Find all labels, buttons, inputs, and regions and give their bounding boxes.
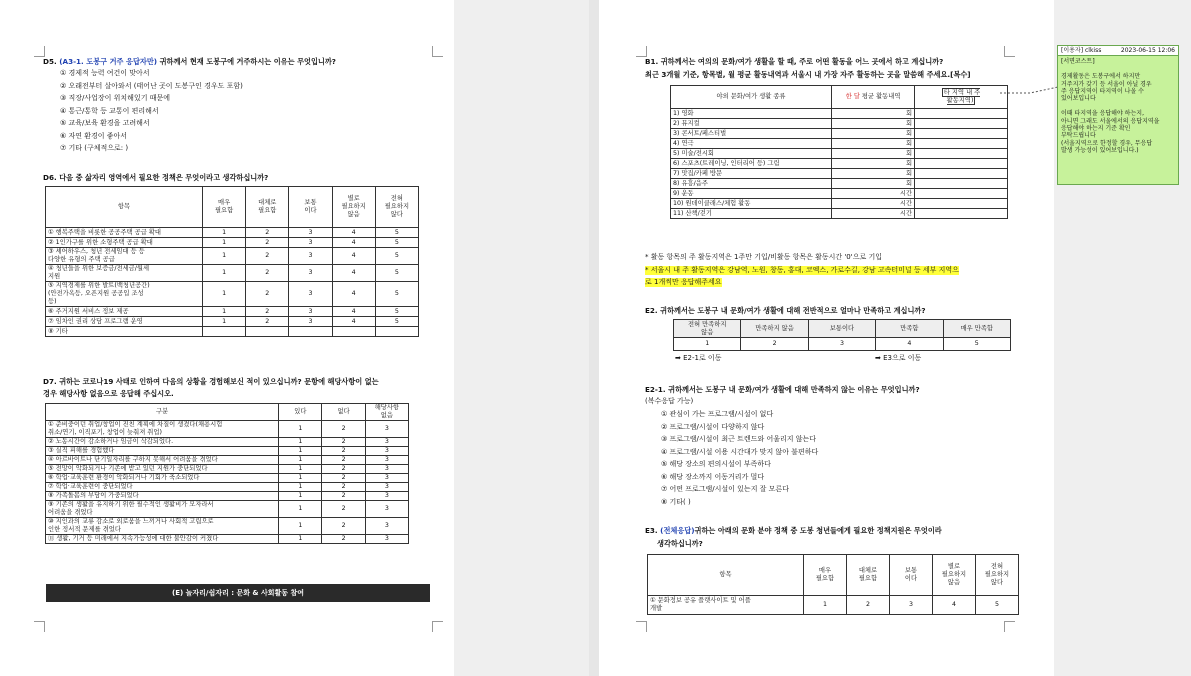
- option-item: ⑧ 기타( ): [661, 497, 691, 506]
- option-item: ④ 통근/통학 등 교통이 편리해서: [60, 106, 159, 115]
- table-cell[interactable]: 2: [322, 465, 365, 474]
- table-cell[interactable]: 1: [279, 483, 322, 492]
- table-row: [671, 149, 1008, 159]
- review-comment[interactable]: [1057, 45, 1179, 185]
- table-header-cell: 한 달 평균 활동내역: [832, 86, 915, 109]
- table-cell[interactable]: [915, 169, 1008, 179]
- option-item: ⑥ 해당 장소까지 이동거리가 멀다: [661, 472, 765, 481]
- table-header-row: [46, 187, 419, 228]
- table-cell[interactable]: 3: [289, 248, 332, 265]
- table-row: [46, 282, 419, 307]
- table-cell: 7) 맛집/카페 방문: [671, 169, 832, 179]
- table-cell[interactable]: 2: [246, 317, 289, 327]
- table-row: [674, 338, 1011, 351]
- table-row: [671, 129, 1008, 139]
- option-item: ⑤ 해당 장소의 편의시설이 부족하다: [661, 460, 771, 468]
- question-b1-title-line2: 최근 3개월 기준, 항목별, 월 평균 활동내역과 서울시 내 가장 자주 활동하는 곳을 말씀해 주세요.[복수]: [645, 70, 971, 79]
- table-cell: ⑥ 학업·교육훈련 환경이 악화되거나 기회가 축소되었다: [46, 474, 279, 483]
- table-cell[interactable]: 3: [365, 438, 408, 447]
- table-cell: 1) 영화: [671, 109, 832, 119]
- question-d5-options: [60, 69, 243, 157]
- table-cell[interactable]: 회: [832, 109, 915, 119]
- table-cell[interactable]: 3: [365, 456, 408, 465]
- table-row: [46, 248, 419, 265]
- question-b1-title-line1: B1. 귀하께서는 여의의 문화/여가 생활을 할 때, 주로 어떤 활동을 어느 곳에서 하고 계십니까?: [645, 57, 944, 66]
- table-cell[interactable]: 2: [322, 438, 365, 447]
- table-row: [46, 265, 419, 282]
- table-cell[interactable]: 회: [832, 179, 915, 189]
- table-cell[interactable]: 3: [365, 474, 408, 483]
- table-header-cell: 별로 필요하지 않음: [932, 555, 975, 596]
- table-cell: ⑥ 주거지원 서비스 정보 제공: [46, 307, 203, 317]
- question-e3-title: E3. (전체응답)귀하는 아래의 문화 분야 정책 중 도봉 청년들에게 필요한 정책지원은 무엇이라: [645, 526, 942, 535]
- table-cell[interactable]: 3: [365, 518, 408, 535]
- table-header-cell: 야외 문화/여가 생활 종류: [671, 86, 832, 109]
- table-header-cell: 별로 필요하지 않음: [332, 187, 375, 228]
- question-d7-title-line1: D7. 귀하는 코로나19 사태로 인하여 다음의 상황을 경험해보신 적이 있으십니까? 문항에 해당사항이 없는: [43, 377, 379, 386]
- question-d5-title: D5. (A3-1. 도봉구 거주 응답자만) 귀하께서 현재 도봉구에 거주하시는 이유는 무엇입니까?: [43, 57, 336, 66]
- table-cell: 4) 연극: [671, 139, 832, 149]
- table-cell: ⑤ 전망이 악화되거나 기존에 받고 있던 지원가 중단되었다: [46, 465, 279, 474]
- question-e3-title-line2: 생각하십니까?: [657, 539, 703, 548]
- table-cell[interactable]: 2: [322, 483, 365, 492]
- table-cell[interactable]: 1: [279, 456, 322, 465]
- table-cell[interactable]: 4: [332, 307, 375, 317]
- table-cell: 8) 유흥/음주: [671, 179, 832, 189]
- question-e21-title: E2-1. 귀하께서는 도봉구 내 문화/여가 생활에 대해 만족하지 않는 이유는 무엇입니까?: [645, 385, 920, 394]
- table-cell[interactable]: 1: [279, 501, 322, 518]
- table-row: [46, 456, 409, 465]
- table-cell: 6) 스포츠(트레이닝, 인터리어 등) 그림: [671, 159, 832, 169]
- table-header-cell: 전혀 필요하지 않다: [375, 187, 418, 228]
- b1-note-highlight: * 서울시 내 주 활동지역은 강남역, 노원, 창동, 홍대, 코엑스, 가로수길, 강남 고속터미널 등 세부 지역으: [645, 266, 959, 274]
- e2-goto-2: ➡ E3으로 이동: [875, 354, 922, 362]
- table-cell[interactable]: 1: [803, 596, 846, 615]
- option-item: ④ 프로그램/시설 이용 시간대가 맞지 않아 불편하다: [661, 447, 819, 456]
- option-item: ① 경제적 능력 여건이 맞아서: [60, 69, 150, 77]
- table-cell: ⑤ 지역경제를 위한 발트(백청년공간) (안전가옥등, 오픈지원 공공입 조성 등): [46, 282, 203, 307]
- page-gutter-left: [454, 0, 589, 676]
- table-header-cell: 구분: [46, 404, 279, 421]
- table-cell[interactable]: 1: [279, 447, 322, 456]
- table-cell[interactable]: 4: [332, 265, 375, 282]
- table-cell[interactable]: [202, 327, 245, 337]
- table-row: [671, 109, 1008, 119]
- table-cell[interactable]: 5: [375, 317, 418, 327]
- option-item: ⑦ 기타 (구체적으로: ): [60, 144, 129, 152]
- table-cell[interactable]: 2: [246, 248, 289, 265]
- table-cell[interactable]: 3: [289, 228, 332, 238]
- table-cell[interactable]: [915, 119, 1008, 129]
- table-cell[interactable]: [915, 189, 1008, 199]
- question-b1-table: [670, 85, 1008, 219]
- corner-mark: [636, 621, 647, 632]
- table-row: [46, 421, 409, 438]
- question-e21-sub: (복수응답 가능): [645, 397, 694, 405]
- table-cell: ⑧ 가족돌봄의 부담이 가중되었다: [46, 492, 279, 501]
- corner-mark: [34, 46, 45, 57]
- table-cell[interactable]: 1: [279, 535, 322, 544]
- table-header-cell: 타 지역 내 주 활동지역): [915, 86, 1008, 109]
- table-cell: ⑧ 기타: [46, 327, 203, 337]
- question-d6-table: [45, 186, 419, 337]
- section-banner: (E) 놀자리/쉼자리 : 문화 & 사회활동 참여: [46, 584, 430, 602]
- table-cell[interactable]: 1: [202, 307, 245, 317]
- table-cell[interactable]: 5: [375, 307, 418, 317]
- question-e3-table: [647, 554, 1019, 615]
- table-cell: ② 노동시간이 감소하거나 임금이 삭감되었다.: [46, 438, 279, 447]
- table-cell[interactable]: 3: [365, 535, 408, 544]
- table-cell[interactable]: 1: [202, 248, 245, 265]
- table-header-cell: 보통이다: [808, 320, 875, 338]
- table-cell[interactable]: 2: [322, 501, 365, 518]
- table-header-cell: 만족하지 않음: [741, 320, 808, 338]
- table-cell[interactable]: 4: [332, 317, 375, 327]
- table-header-cell: 항목: [46, 187, 203, 228]
- table-header-cell: 있다: [279, 404, 322, 421]
- e2-goto-1: ➡ E2-1로 이동: [675, 354, 722, 362]
- table-cell[interactable]: 2: [246, 265, 289, 282]
- corner-mark: [432, 46, 443, 57]
- table-row: [46, 483, 409, 492]
- question-d7-table: [45, 403, 409, 544]
- table-cell: ② 1인가구를 위한 소형주택 공급 확대: [46, 238, 203, 248]
- table-cell[interactable]: 2: [741, 338, 808, 351]
- table-cell[interactable]: 1: [279, 421, 322, 438]
- table-cell: ① 행복주택을 비롯한 공공주택 공급 확대: [46, 228, 203, 238]
- table-cell[interactable]: [289, 327, 332, 337]
- table-row: [46, 327, 419, 337]
- table-cell[interactable]: [915, 199, 1008, 209]
- table-row: [648, 596, 1019, 615]
- table-row: [46, 535, 409, 544]
- table-cell: ⑨ 기존의 생활을 유지하기 위한 필수적인 생활비가 모자라서 어려움을 겪었다: [46, 501, 279, 518]
- table-cell: ⑦ 학업·교육훈련이 중단되었다: [46, 483, 279, 492]
- table-cell[interactable]: 2: [322, 421, 365, 438]
- table-cell: ③ 실직 피해를 경험했다: [46, 447, 279, 456]
- option-item: ② 오래전부터 살아와서 (태어난 곳이 도봉구인 경우도 포함): [60, 81, 243, 90]
- table-cell[interactable]: 2: [322, 447, 365, 456]
- table-cell: ④ 청년들을 위한 보증금/전세금/월세 지원: [46, 265, 203, 282]
- question-d6-title: D6. 다음 중 삶자리 영역에서 필요한 정책은 무엇이라고 생각하십니까?: [43, 173, 269, 182]
- table-cell[interactable]: 3: [889, 596, 932, 615]
- question-e2-table: [673, 319, 1011, 351]
- table-cell[interactable]: 2: [322, 518, 365, 535]
- table-cell[interactable]: 3: [289, 307, 332, 317]
- b1-note: * 활동 항목의 주 활동지역은 1주만 기입/비활동 항목은 활동시간 '0'으로 기입: [645, 253, 882, 261]
- table-row: [46, 492, 409, 501]
- table-cell[interactable]: 2: [246, 238, 289, 248]
- table-cell[interactable]: 1: [202, 317, 245, 327]
- table-cell[interactable]: 2: [246, 228, 289, 238]
- table-header-row: [46, 404, 409, 421]
- table-cell[interactable]: [375, 327, 418, 337]
- comment-author: [이용자] clkiss: [1061, 47, 1102, 54]
- table-cell[interactable]: 5: [375, 248, 418, 265]
- option-item: ⑤ 교육/보육 환경을 고려해서: [60, 119, 150, 127]
- document-page-right: [599, 0, 1054, 676]
- table-cell[interactable]: 1: [279, 474, 322, 483]
- table-cell[interactable]: 1: [202, 282, 245, 307]
- option-item: ② 프로그램/시설이 다양하지 않다: [661, 422, 765, 431]
- table-cell[interactable]: 1: [202, 228, 245, 238]
- b1-note-highlight-2: 로 1개씩만 응답해주세요: [645, 278, 722, 286]
- table-row: [46, 518, 409, 535]
- table-row: [46, 447, 409, 456]
- table-header-cell: 매우 만족함: [943, 320, 1010, 338]
- table-cell: 2) 뮤지컬: [671, 119, 832, 129]
- table-cell[interactable]: 5: [375, 228, 418, 238]
- question-e21-options: [661, 410, 818, 510]
- table-cell: 3) 콘서트/페스티벌: [671, 129, 832, 139]
- table-cell[interactable]: 5: [943, 338, 1010, 351]
- table-header-cell: 해당사항 없음: [365, 404, 408, 421]
- table-cell[interactable]: 4: [332, 248, 375, 265]
- table-header-cell: 매우 필요함: [803, 555, 846, 596]
- table-row: [46, 238, 419, 248]
- table-cell[interactable]: 3: [289, 238, 332, 248]
- table-cell[interactable]: 1: [279, 518, 322, 535]
- table-row: [46, 501, 409, 518]
- table-row: [671, 199, 1008, 209]
- table-cell: 5) 미술/전시회: [671, 149, 832, 159]
- table-header-cell: 만족함: [876, 320, 943, 338]
- table-cell[interactable]: 5: [375, 282, 418, 307]
- table-cell[interactable]: 시간: [832, 199, 915, 209]
- table-cell[interactable]: [915, 209, 1008, 219]
- table-cell[interactable]: 4: [332, 238, 375, 248]
- table-header-row: [674, 320, 1011, 338]
- table-header-cell: 없다: [322, 404, 365, 421]
- table-header-cell: 보통 이다: [889, 555, 932, 596]
- table-row: [671, 179, 1008, 189]
- table-cell[interactable]: [915, 159, 1008, 169]
- corner-mark: [1004, 46, 1015, 57]
- table-cell[interactable]: 2: [322, 492, 365, 501]
- comment-body: [서면코스트] 경제활동은 도봉구에서 하지만 거주지가 갖기 등 서울이 아닐 경우 주 응답지역이 타지역이 나올 수 있어보입니다 이때 타지역을 응답해야 하는지, 아니면 그래도 서울에서의 응답지역을 응답해야 하는지 기준 확인 부탁드립니다 (서울지역으로 한정할 경우, 무응답 발생 가능성이 있어보입니다.): [1061, 58, 1160, 155]
- table-cell[interactable]: 1: [202, 265, 245, 282]
- table-cell: ④ 아르바이트나 단기일자리를 구하지 못해서 어려움을 겪었다: [46, 456, 279, 465]
- table-cell[interactable]: [915, 139, 1008, 149]
- comment-connector: [1000, 85, 1060, 97]
- table-cell[interactable]: 회: [832, 139, 915, 149]
- table-cell[interactable]: 회: [832, 119, 915, 129]
- table-header-row: [648, 555, 1019, 596]
- table-cell[interactable]: 회: [832, 159, 915, 169]
- table-cell[interactable]: 1: [279, 492, 322, 501]
- table-cell[interactable]: 2: [246, 282, 289, 307]
- table-cell[interactable]: 2: [322, 474, 365, 483]
- option-item: ① 관심이 가는 프로그램/시설이 없다: [661, 410, 774, 418]
- question-e2-title: E2. 귀하께서는 도봉구 내 문화/여가 생활에 대해 전반적으로 얼마나 만족하고 계십니까?: [645, 306, 926, 315]
- table-cell: ⑪ 생활, 기거 등 미래에서 지속가능성에 대한 불안감이 커졌다: [46, 535, 279, 544]
- table-cell[interactable]: 5: [975, 596, 1018, 615]
- table-cell[interactable]: 2: [846, 596, 889, 615]
- table-row: [671, 119, 1008, 129]
- table-cell: 9) 운동: [671, 189, 832, 199]
- option-item: ⑥ 자연 환경이 좋아서: [60, 131, 128, 140]
- table-cell[interactable]: 1: [674, 338, 741, 351]
- table-cell[interactable]: 4: [876, 338, 943, 351]
- table-row: [46, 307, 419, 317]
- table-cell[interactable]: 4: [932, 596, 975, 615]
- table-header-cell: 대체로 필요함: [246, 187, 289, 228]
- table-cell[interactable]: 3: [365, 421, 408, 438]
- table-row: [46, 474, 409, 483]
- table-cell[interactable]: 1: [202, 238, 245, 248]
- option-item: ⑦ 어떤 프로그램/시설이 있는지 잘 모른다: [661, 485, 789, 493]
- table-cell[interactable]: 회: [832, 149, 915, 159]
- table-cell[interactable]: 3: [289, 282, 332, 307]
- table-cell: ⑩ 지인과의 교류 감소로 외로움을 느끼거나 사회적 고립으로 인한 정서적 문제를 겪었다: [46, 518, 279, 535]
- document-page-left: [0, 0, 454, 676]
- corner-mark: [1004, 621, 1015, 632]
- table-cell[interactable]: 4: [332, 282, 375, 307]
- option-item: ③ 프로그램/시설이 최근 트렌드와 어울리지 않는다: [661, 435, 816, 443]
- table-cell[interactable]: 5: [375, 238, 418, 248]
- table-cell: ③ 셰어하우스, 청년 전세임대 등 등 다양한 유형의 주택 공급: [46, 248, 203, 265]
- table-cell[interactable]: 4: [332, 228, 375, 238]
- table-header-cell: 전혀 만족하지 않음: [674, 320, 741, 338]
- table-cell[interactable]: 1: [279, 465, 322, 474]
- corner-mark: [636, 46, 647, 57]
- table-cell: 11) 산책/걷기: [671, 209, 832, 219]
- table-cell[interactable]: 회: [832, 169, 915, 179]
- table-row: [671, 169, 1008, 179]
- table-row: [46, 465, 409, 474]
- option-item: ③ 직장/사업장이 위치해있기 때문에: [60, 94, 170, 102]
- table-cell[interactable]: 2: [322, 456, 365, 465]
- table-cell: ⑦ 임차인 권리 상담 프로그램 운영: [46, 317, 203, 327]
- table-cell[interactable]: 시간: [832, 189, 915, 199]
- table-cell: ① 준비중이던 취업/창업이 진친 계획에 차질이 생겼다(채용시험 취소/연기, 이직포기, 창업이 늦춰져 취업): [46, 421, 279, 438]
- comment-date: 2023-06-15 12:06: [1120, 47, 1175, 54]
- table-row: [46, 438, 409, 447]
- table-cell[interactable]: [332, 327, 375, 337]
- table-header-cell: 보통 이다: [289, 187, 332, 228]
- table-cell[interactable]: [915, 109, 1008, 119]
- table-cell[interactable]: [915, 129, 1008, 139]
- table-row: [46, 228, 419, 238]
- table-cell[interactable]: 3: [365, 501, 408, 518]
- table-row: [671, 159, 1008, 169]
- table-cell[interactable]: 1: [279, 438, 322, 447]
- table-header-cell: 항목: [648, 555, 804, 596]
- table-header-cell: 대체로 필요함: [846, 555, 889, 596]
- table-cell[interactable]: [915, 149, 1008, 159]
- table-cell[interactable]: [246, 327, 289, 337]
- corner-mark: [34, 621, 45, 632]
- table-cell[interactable]: 2: [322, 535, 365, 544]
- table-cell[interactable]: 시간: [832, 209, 915, 219]
- table-cell[interactable]: 회: [832, 129, 915, 139]
- question-d7-title-line2: 경우 해당사항 없음으로 응답해 주십시오.: [43, 389, 174, 398]
- table-cell[interactable]: 3: [365, 492, 408, 501]
- corner-mark: [432, 621, 443, 632]
- table-cell[interactable]: 5: [375, 265, 418, 282]
- table-cell: ① 문화정보 공유 플랫사이트 및 어플 개발: [648, 596, 804, 615]
- table-header-row: [671, 86, 1008, 109]
- table-row: [671, 209, 1008, 219]
- table-header-cell: 매우 필요함: [202, 187, 245, 228]
- table-cell[interactable]: 3: [808, 338, 875, 351]
- table-cell[interactable]: 3: [365, 483, 408, 492]
- table-cell[interactable]: 3: [365, 465, 408, 474]
- table-cell[interactable]: 2: [246, 307, 289, 317]
- table-header-cell: 전혀 필요하지 않다: [975, 555, 1018, 596]
- table-cell: 10) 원데이클래스/체험 활동: [671, 199, 832, 209]
- table-row: [671, 139, 1008, 149]
- table-row: [46, 317, 419, 327]
- table-cell[interactable]: 3: [289, 265, 332, 282]
- table-cell[interactable]: 3: [289, 317, 332, 327]
- table-row: [671, 189, 1008, 199]
- table-cell[interactable]: [915, 179, 1008, 189]
- header-highlight: 한 달: [845, 93, 860, 100]
- table-cell[interactable]: 3: [365, 447, 408, 456]
